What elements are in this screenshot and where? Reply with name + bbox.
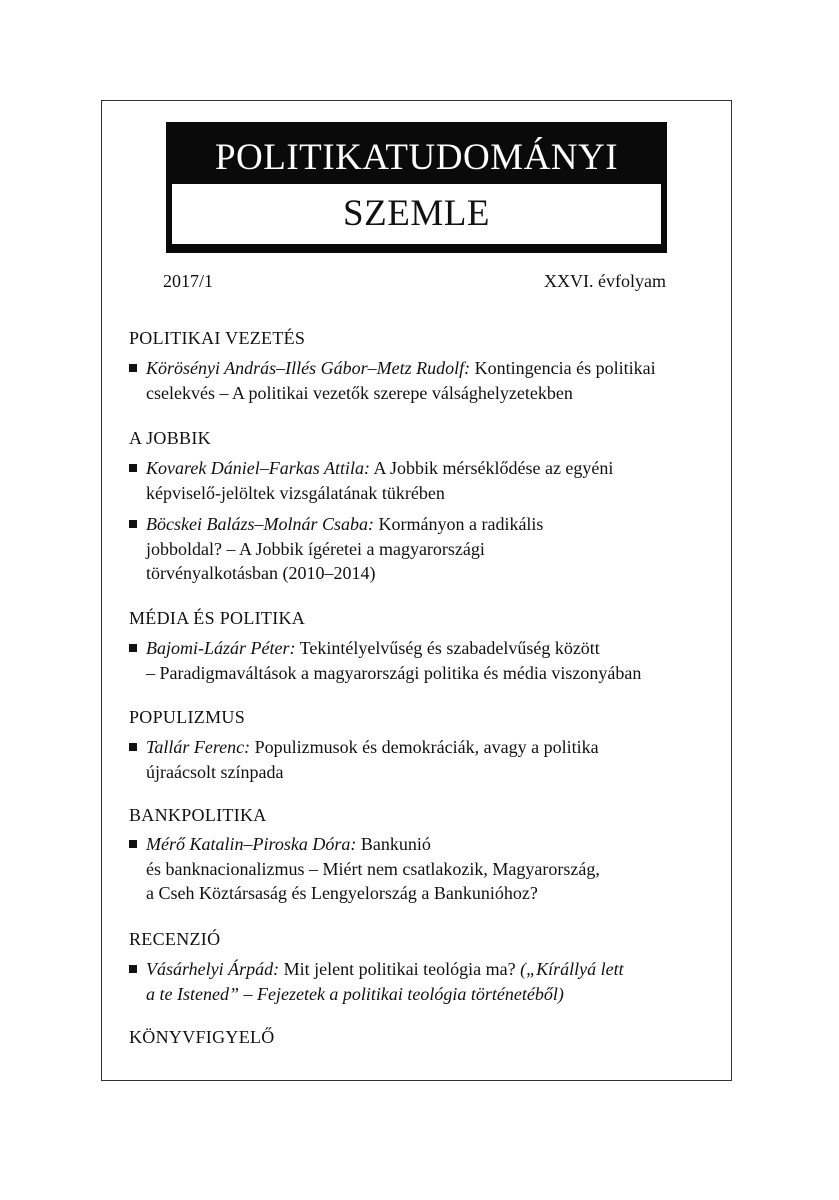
entry-title: Kontingencia és politikai xyxy=(470,358,656,378)
section-title: KÖNYVFIGYELŐ xyxy=(129,1027,275,1047)
entry-authors: Bajomi-Lázár Péter: xyxy=(146,638,296,658)
entry-title: Kormányon a radikális xyxy=(373,514,544,534)
toc-entry xyxy=(129,832,709,906)
bullet-icon xyxy=(129,840,137,848)
bullet-icon xyxy=(129,520,137,528)
entry-title-cont: és banknacionalizmus – Miért nem csatlakozik, Magyarország, xyxy=(146,858,600,879)
toc-entry xyxy=(129,356,709,405)
toc-entry xyxy=(129,735,709,784)
entry-title: A Jobbik mérséklődése az egyéni xyxy=(369,458,614,478)
bullet-icon xyxy=(129,965,137,973)
toc-entry xyxy=(129,957,709,1006)
entry-authors: Kovarek Dániel–Farkas Attila: xyxy=(146,458,370,478)
entry-title: Tekintélyelvűség és szabadelvűség között xyxy=(295,638,600,658)
bullet-icon xyxy=(129,743,137,751)
toc-entry xyxy=(129,512,709,586)
entry-title: Bankunió xyxy=(356,834,431,854)
section-title: POLITIKAI VEZETÉS xyxy=(129,328,306,348)
entry-authors: Böcskei Balázs–Molnár Csaba: xyxy=(146,514,374,534)
entry-authors: Körösényi András–Illés Gábor–Metz Rudolf: xyxy=(146,358,471,378)
section-title: BANKPOLITIKA xyxy=(129,805,267,825)
masthead-title-box xyxy=(172,184,661,244)
section-title: A JOBBIK xyxy=(129,428,211,448)
toc-entry xyxy=(129,636,709,685)
entry-title-cont: jobboldal? – A Jobbik ígéretei a magyarországi xyxy=(146,538,485,559)
journal-masthead xyxy=(166,122,667,253)
section-title: MÉDIA ÉS POLITIKA xyxy=(129,608,306,628)
masthead-title-line2: SZEMLE xyxy=(343,193,490,234)
entry-title-cont: a Cseh Köztársaság és Lengyelország a Bankunióhoz? xyxy=(146,883,538,903)
bullet-icon xyxy=(129,464,137,472)
volume-number: XXVI. évfolyam xyxy=(544,271,666,291)
entry-title-cont: újraácsolt színpada xyxy=(146,761,284,782)
masthead-title-line1: POLITIKATUDOMÁNYI xyxy=(214,137,619,178)
entry-title-cont: a te Istened” – Fejezetek a politikai teológia történetéből) xyxy=(146,983,564,1004)
entry-title-cont: képviselő-jelöltek vizsgálatának tükrében xyxy=(146,482,445,503)
bullet-icon xyxy=(129,364,137,372)
entry-authors: Vásárhelyi Árpád: xyxy=(146,959,280,979)
bullet-icon xyxy=(129,644,137,652)
section-title: RECENZIÓ xyxy=(129,929,221,949)
entry-authors: Mérő Katalin–Piroska Dóra: xyxy=(146,834,357,854)
entry-title: Populizmusok és demokráciák, avagy a politika xyxy=(250,737,599,757)
entry-title-cont: cselekvés – A politikai vezetők szerepe válsághelyzetekben xyxy=(146,382,573,403)
entry-title-italic: („Kírállyá lett xyxy=(520,959,624,979)
toc-entry xyxy=(129,456,709,505)
entry-title-cont: törvényalkotásban (2010–2014) xyxy=(146,563,376,583)
section-title: POPULIZMUS xyxy=(129,707,246,727)
entry-title: Mit jelent politikai teológia ma? xyxy=(279,959,521,979)
issue-number: 2017/1 xyxy=(163,271,214,291)
entry-authors: Tallár Ferenc: xyxy=(146,737,251,757)
entry-title-cont: – Paradigmaváltások a magyarországi politika és média viszonyában xyxy=(146,662,642,683)
